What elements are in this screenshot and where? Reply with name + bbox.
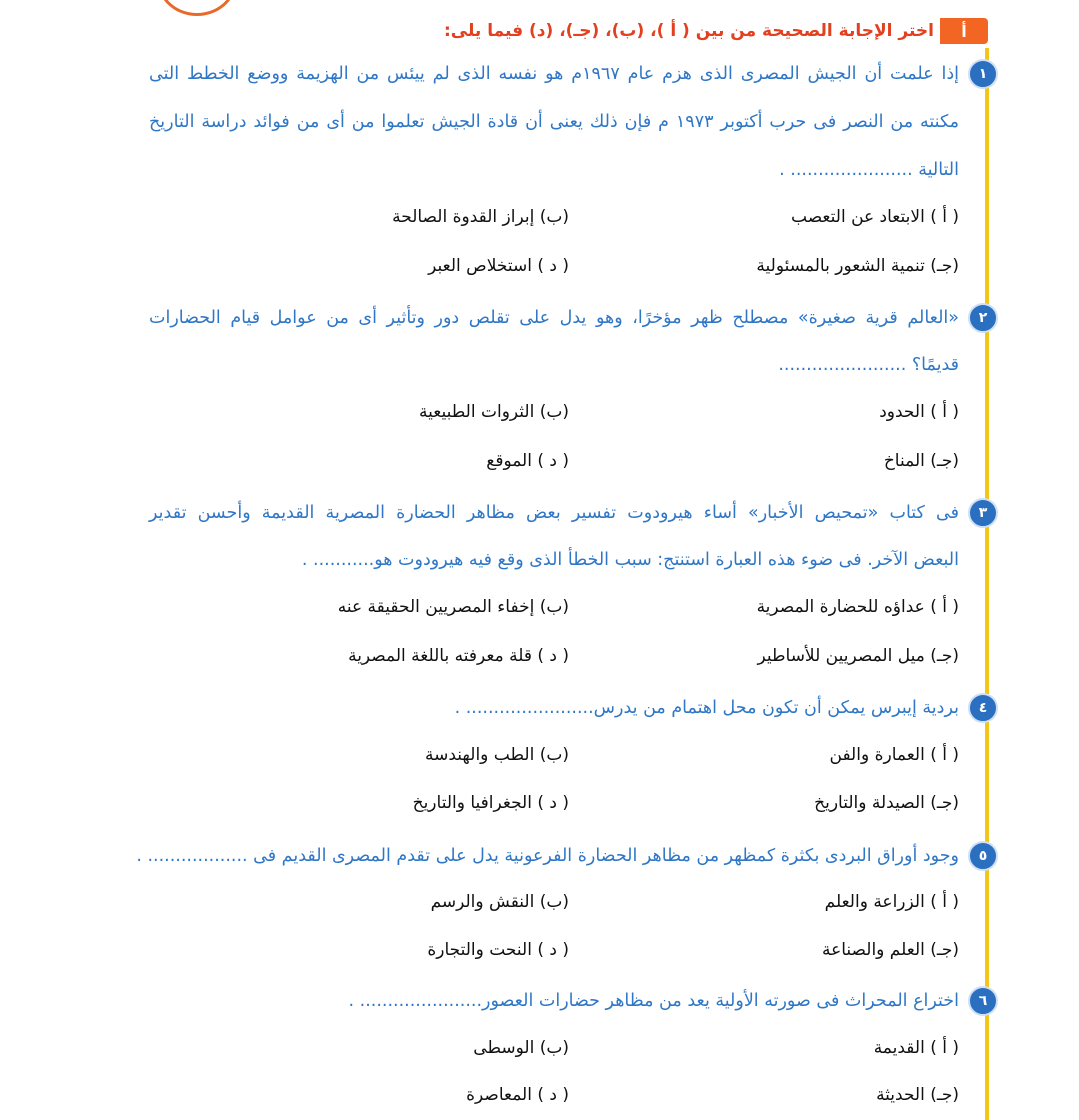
answer-option[interactable]: ( د ) الجغرافيا والتاريخ xyxy=(412,793,569,813)
question-text: إذا علمت أن الجيش المصرى الذى هزم عام ١٩٦٧م هو نفسه الذى لم ييئس من الهزيمة ووضع الخطط التى xyxy=(149,64,959,84)
answer-option[interactable]: ( د ) المعاصرة xyxy=(466,1085,569,1105)
decorative-circle xyxy=(158,0,236,16)
section-letter-badge: أ xyxy=(940,18,988,44)
answer-option[interactable]: ( أ ) الحدود xyxy=(879,402,959,422)
answer-option[interactable]: ( د ) الموقع xyxy=(486,451,569,471)
answer-option[interactable]: (ب) النقش والرسم xyxy=(430,892,569,912)
answer-option[interactable]: (ب) إخفاء المصريين الحقيقة عنه xyxy=(337,597,569,617)
answer-option[interactable]: (جـ) الصيدلة والتاريخ xyxy=(814,793,959,813)
answer-option[interactable]: (ب) إبراز القدوة الصالحة xyxy=(392,207,569,227)
question-text: التالية ...................... . xyxy=(779,160,959,180)
answer-option[interactable]: (ب) الثروات الطبيعية xyxy=(419,402,569,422)
question-text: وجود أوراق البردى بكثرة كمظهر من مظاهر الحضارة الفرعونية يدل على تقدم المصرى القديم فى .................. . xyxy=(136,846,959,866)
question-number: ٦ xyxy=(968,986,998,1016)
answer-option[interactable]: (جـ) المناخ xyxy=(883,451,959,471)
question-text: قديمًا؟ ....................... xyxy=(778,355,959,375)
answer-option[interactable]: (ب) الطب والهندسة xyxy=(425,745,569,765)
answer-option[interactable]: ( أ ) العمارة والفن xyxy=(829,745,959,765)
answer-option[interactable]: ( د ) قلة معرفته باللغة المصرية xyxy=(348,646,569,666)
answer-option[interactable]: (جـ) العلم والصناعة xyxy=(821,940,959,960)
question-number: ٢ xyxy=(968,303,998,333)
question-text: البعض الآخر. فى ضوء هذه العبارة استنتج: سبب الخطأ الذى وقع فيه هيرودوت هو........... . xyxy=(301,550,959,570)
answer-option[interactable]: (جـ) تنمية الشعور بالمسئولية xyxy=(756,256,959,276)
answer-option[interactable]: (جـ) الحديثة xyxy=(876,1085,959,1105)
answer-option[interactable]: ( أ ) القديمة xyxy=(873,1038,959,1058)
question-text: اختراع المحراث فى صورته الأولية يعد من مظاهر حضارات العصور...................... . xyxy=(348,991,959,1011)
question-text: فى كتاب «تمحيص الأخبار» أساء هيرودوت تفسير بعض مظاهر الحضارة المصرية القديمة وأحسن تقدير xyxy=(149,503,959,523)
margin-rule xyxy=(985,48,989,1120)
answer-option[interactable]: (جـ) ميل المصريين للأساطير xyxy=(757,646,959,666)
question-text: «العالم قرية صغيرة» مصطلح ظهر مؤخرًا، وهو يدل على تقلص دور وتأثير أى من عوامل قيام الحضارات xyxy=(149,308,959,328)
question-number: ٥ xyxy=(968,841,998,871)
question-number: ١ xyxy=(968,59,998,89)
answer-option[interactable]: ( أ ) الزراعة والعلم xyxy=(824,892,959,912)
question-text: بردية إيبرس يمكن أن تكون محل اهتمام من يدرس....................... . xyxy=(454,698,959,718)
answer-option[interactable]: ( د ) النحت والتجارة xyxy=(427,940,569,960)
answer-option[interactable]: ( د ) استخلاص العبر xyxy=(428,256,569,276)
answer-option[interactable]: (ب) الوسطى xyxy=(473,1038,569,1058)
section-header xyxy=(440,18,988,44)
answer-option[interactable]: ( أ ) عداؤه للحضارة المصرية xyxy=(756,597,959,617)
section-instruction: اختر الإجابة الصحيحة من بين ( أ )، (ب)، (جـ)، (د) فيما يلى: xyxy=(444,21,934,41)
question-number: ٣ xyxy=(968,498,998,528)
question-number: ٤ xyxy=(968,693,998,723)
question-text: مكنته من النصر فى حرب أكتوبر ١٩٧٣ م فإن ذلك يعنى أن قادة الجيش تعلموا من أى من فوائد دراسة التاريخ xyxy=(149,112,959,132)
answer-option[interactable]: ( أ ) الابتعاد عن التعصب xyxy=(791,207,959,227)
